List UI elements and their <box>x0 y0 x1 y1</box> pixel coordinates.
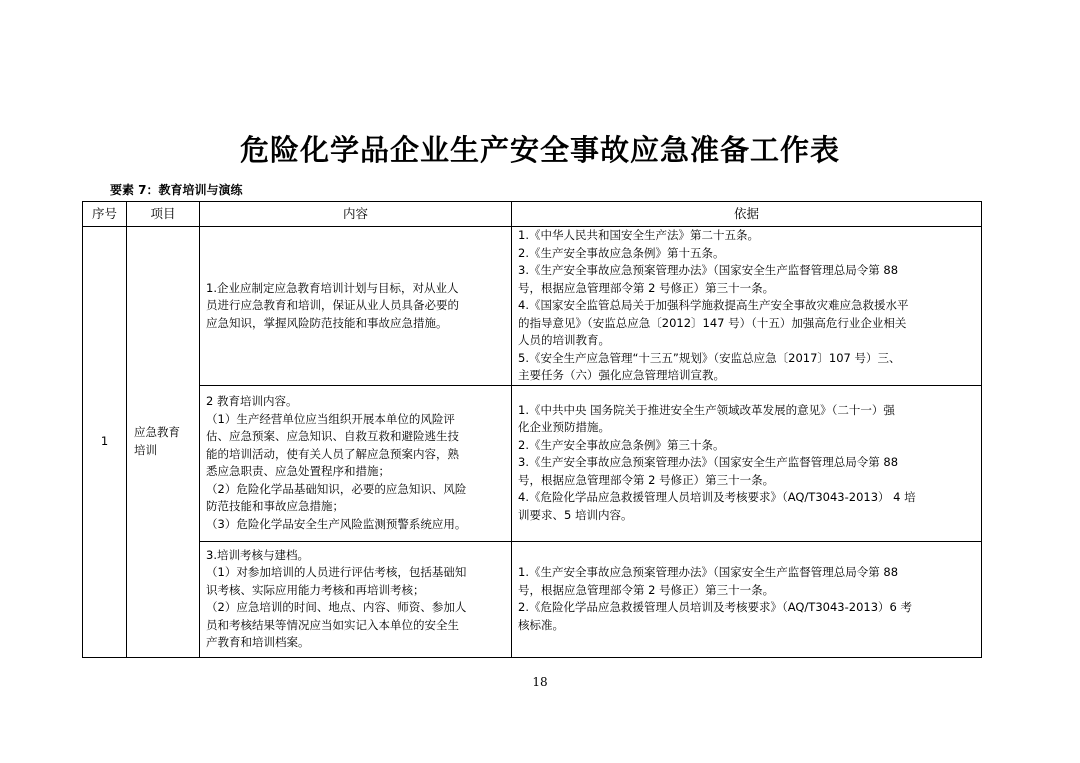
basis-line: 号，根据应急管理部令第 2 号修正）第三十一条。 <box>518 582 775 597</box>
basis-line: 主要任务（六）强化应急管理培训宣教。 <box>518 368 725 382</box>
item-line: 应急教育 <box>134 425 180 440</box>
header-content: 内容 <box>200 202 512 227</box>
header-item: 项目 <box>127 202 200 227</box>
content-line: 员和考核结果等情况应当如实记入本单位的安全生 <box>206 617 459 632</box>
item-cell <box>127 227 200 658</box>
basis-line: 2.《危险化学品应急救援管理人员培训及考核要求》（AQ/T3043-2013）6 考 <box>518 600 912 614</box>
basis-cell <box>512 541 982 657</box>
table-header-row <box>83 202 982 227</box>
basis-line: 1.《中共中央 国务院关于推进安全生产领域改革发展的意见》（二十一）强 <box>518 402 895 417</box>
basis-line: 化企业预防措施。 <box>518 420 610 435</box>
content-line: 应急知识，掌握风险防范技能和事故应急措施。 <box>206 315 448 330</box>
basis-line: 的指导意见》（安监总应急〔2012〕147 号）（十五）加强高危行业企业相关 <box>518 315 907 330</box>
basis-line: 3.《生产安全事故应急预案管理办法》（国家安全生产监督管理总局令第 88 <box>518 263 899 277</box>
content-line: 2 教育培训内容。 <box>206 394 298 408</box>
basis-cell <box>512 227 982 386</box>
content-line: （1）生产经营单位应当组织开展本单位的风险评 <box>206 411 455 426</box>
seq-cell: 1 <box>83 227 127 658</box>
section-heading: 要素 7：教育培训与演练 <box>110 183 243 197</box>
table-row <box>83 227 982 386</box>
content-line: （2）危险化学品基础知识，必要的应急知识、风险 <box>206 481 467 496</box>
basis-cell <box>512 385 982 541</box>
content-line: 1.企业应制定应急教育培训计划与目标，对从业人 <box>206 280 459 295</box>
content-line: （3）危险化学品安全生产风险监测预警系统应用。 <box>206 516 467 531</box>
table-row <box>83 385 982 541</box>
content-line: 识考核、实际应用能力考核和再培训考核； <box>206 582 425 597</box>
basis-line: 训要求、5 培训内容。 <box>518 507 633 522</box>
basis-line: 5.《安全生产应急管理“十三五”规划》（安监总应急〔2017〕107 号）三、 <box>518 350 901 365</box>
page-number: 18 <box>532 675 548 689</box>
content-line: 悉应急职责、应急处置程序和措施； <box>206 464 390 478</box>
content-line: （2）应急培训的时间、地点、内容、师资、参加人 <box>206 600 467 614</box>
content-cell <box>200 227 512 386</box>
content-line: 能的培训活动，使有关人员了解应急预案内容，熟 <box>206 446 459 461</box>
header-seq: 序号 <box>83 202 127 227</box>
basis-line: 人员的培训教育。 <box>518 333 610 347</box>
basis-line: 2.《生产安全事故应急条例》第十五条。 <box>518 245 725 260</box>
item-line: 培训 <box>134 442 157 457</box>
content-cell <box>200 385 512 541</box>
content-line: 3.培训考核与建档。 <box>206 547 309 562</box>
basis-line: 号，根据应急管理部令第 2 号修正）第三十一条。 <box>518 472 775 487</box>
page-title: 危险化学品企业生产安全事故应急准备工作表 <box>239 133 840 167</box>
basis-line: 3.《生产安全事故应急预案管理办法》（国家安全生产监督管理总局令第 88 <box>518 455 899 470</box>
content-line: 估、应急预案、应急知识、自救互救和避险逃生技 <box>206 429 459 443</box>
content-line: 产教育和培训档案。 <box>206 635 310 649</box>
table-row <box>83 541 982 657</box>
basis-line: 4.《危险化学品应急救援管理人员培训及考核要求》（AQ/T3043-2013） 4 培 <box>518 490 916 505</box>
content-cell <box>200 541 512 657</box>
preparation-table <box>82 201 982 658</box>
basis-line: 1.《中华人民共和国安全生产法》第二十五条。 <box>518 228 759 242</box>
content-line: （1）对参加培训的人员进行评估考核，包括基础知 <box>206 565 467 579</box>
content-line: 员进行应急教育和培训，保证从业人员具备必要的 <box>206 298 459 312</box>
basis-line: 1.《生产安全事故应急预案管理办法》（国家安全生产监督管理总局令第 88 <box>518 565 899 579</box>
basis-line: 核标准。 <box>518 617 564 632</box>
basis-line: 4.《国家安全监管总局关于加强科学施救提高生产安全事故灾难应急救援水平 <box>518 298 909 312</box>
basis-line: 号，根据应急管理部令第 2 号修正）第三十一条。 <box>518 280 775 295</box>
content-line: 防范技能和事故应急措施； <box>206 499 344 513</box>
basis-line: 2.《生产安全事故应急条例》第三十条。 <box>518 437 725 452</box>
header-basis: 依据 <box>512 202 982 227</box>
